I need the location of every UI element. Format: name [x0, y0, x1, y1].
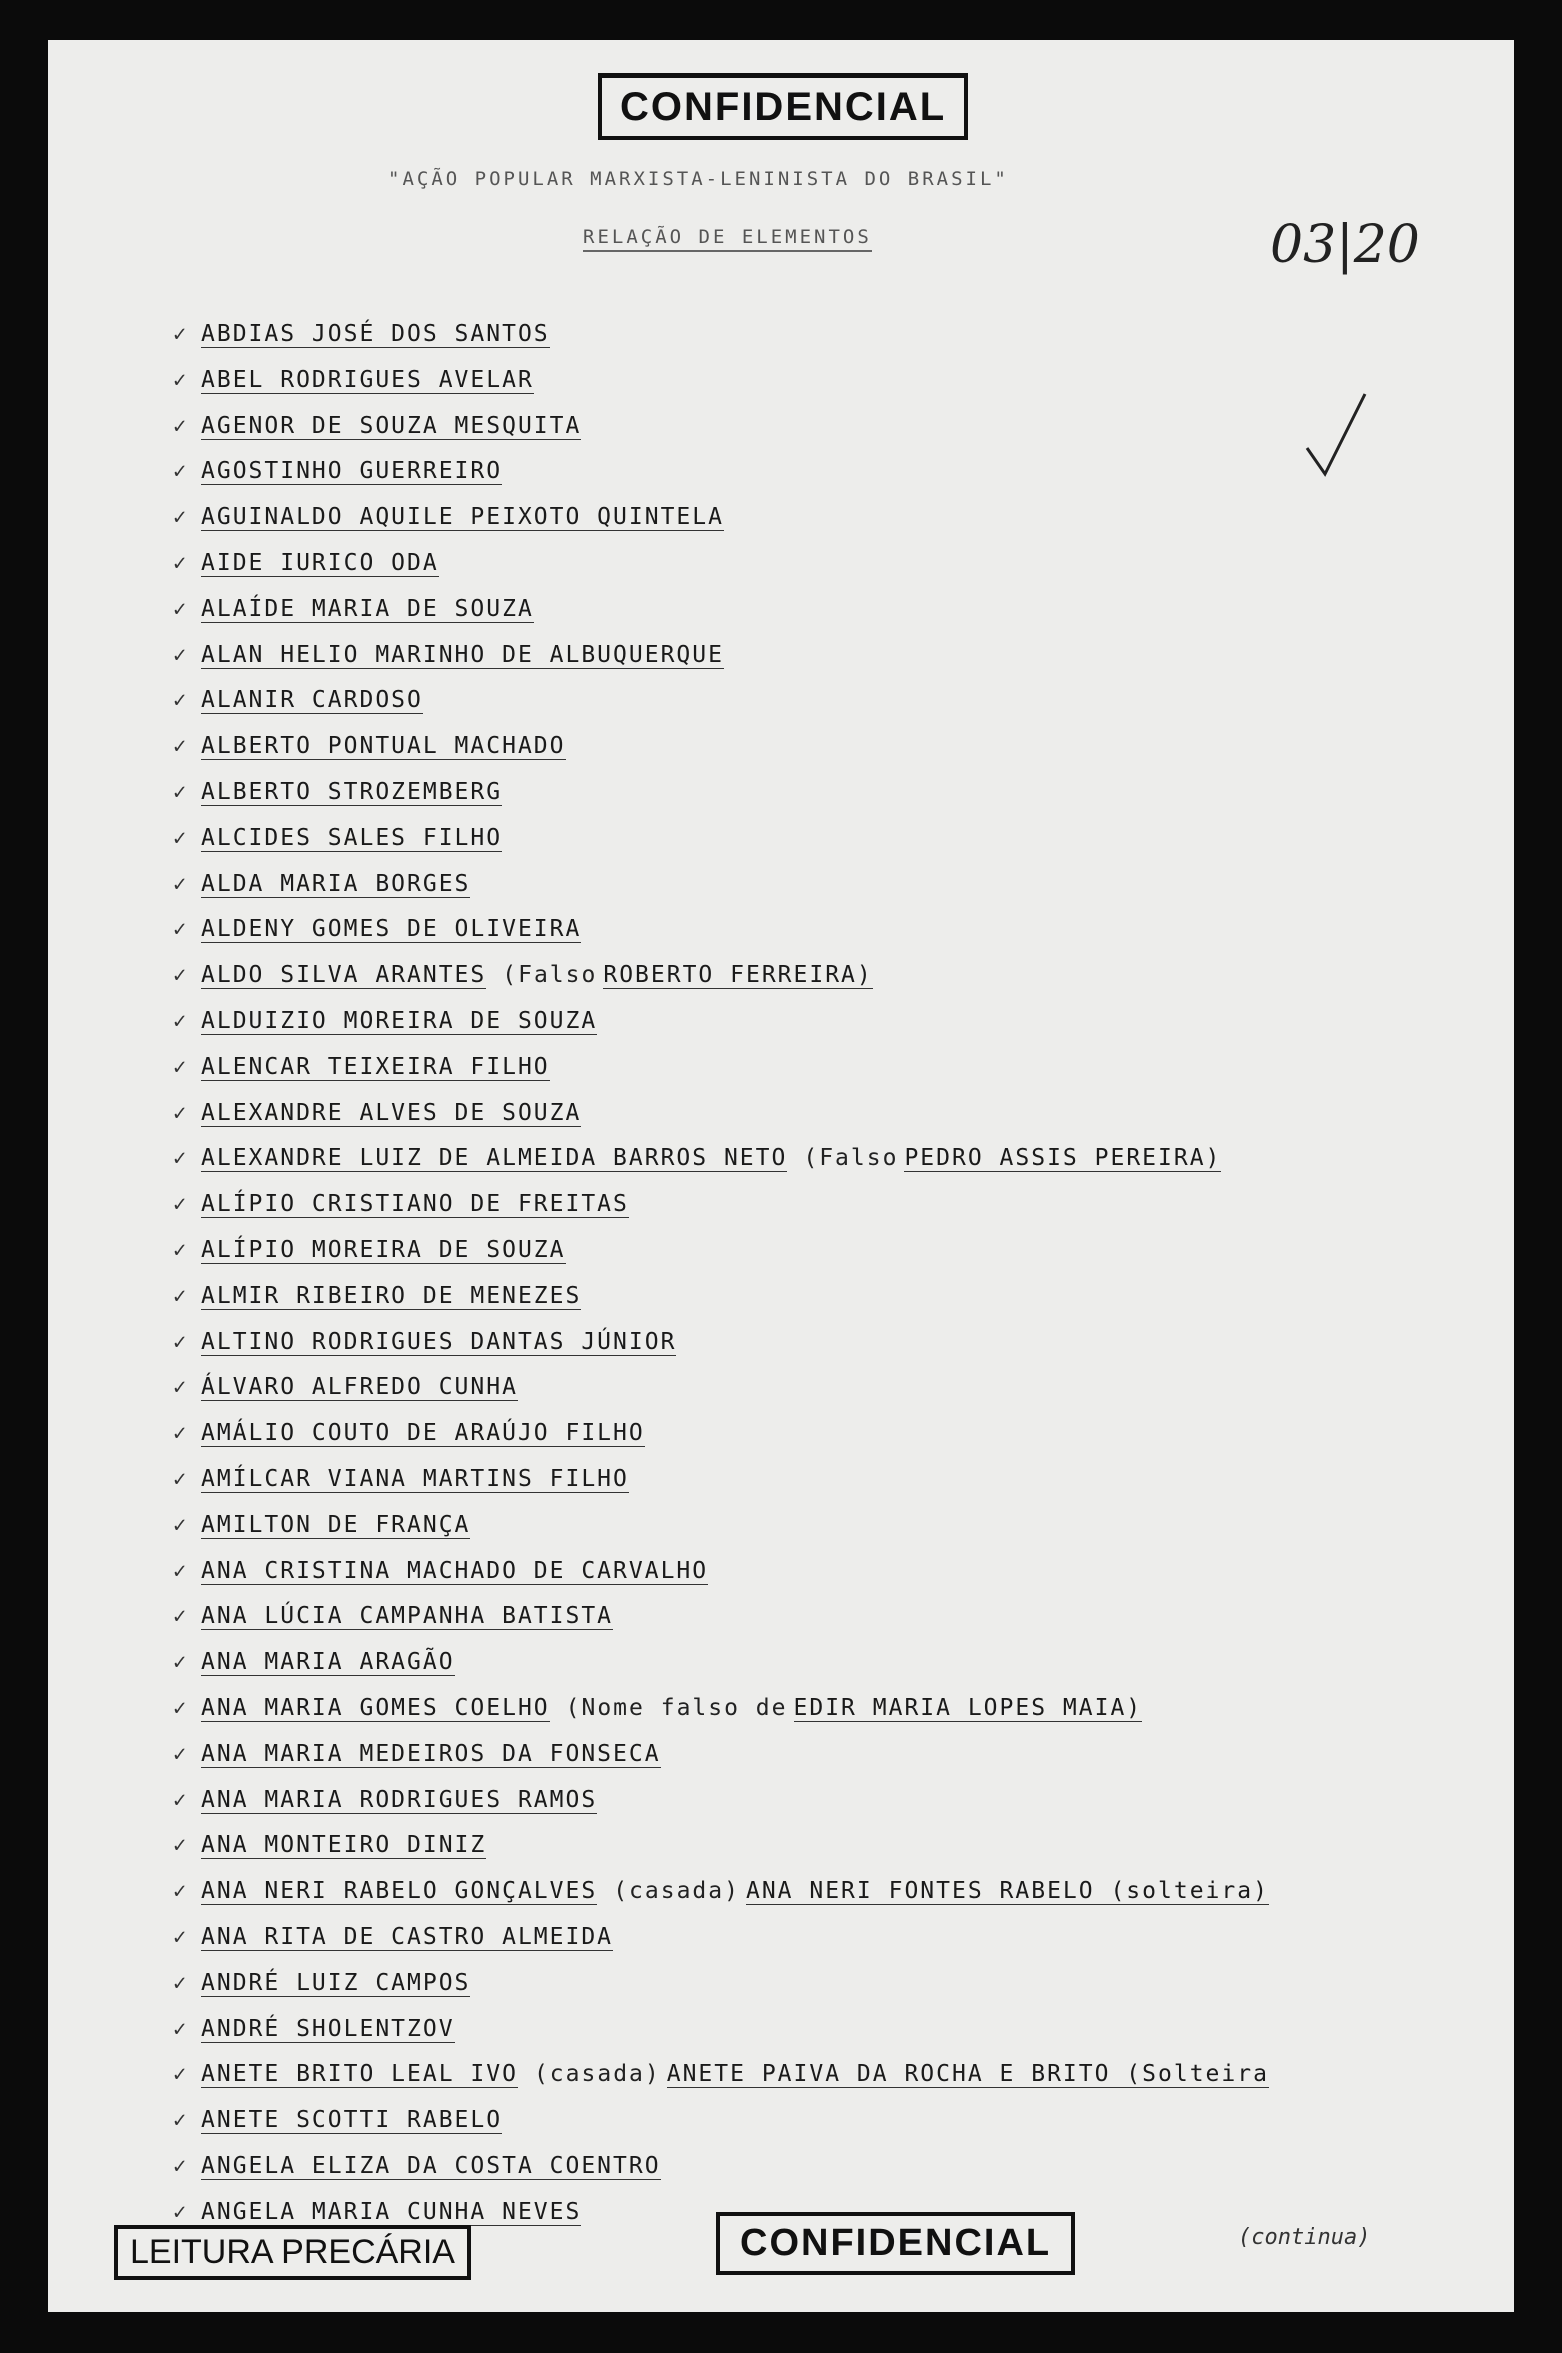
- list-item: [173, 410, 581, 442]
- list-item: [173, 1921, 613, 1953]
- list-item: [173, 1463, 629, 1495]
- document-title: "AÇÃO POPULAR MARXISTA-LENINISTA DO BRASIL": [388, 168, 1009, 190]
- reading-quality-stamp: LEITURA PRECÁRIA: [114, 2225, 471, 2280]
- person-name: ALÍPIO CRISTIANO DE FREITAS: [201, 1191, 629, 1218]
- tick-mark-icon: ✓: [173, 1009, 189, 1034]
- list-item: [173, 730, 566, 762]
- list-item: [173, 1555, 708, 1587]
- person-name: ÁLVARO ALFREDO CUNHA: [201, 1374, 518, 1401]
- tick-mark-icon: ✓: [173, 1558, 189, 1584]
- tick-mark-icon: ✓: [173, 1375, 189, 1401]
- person-name: ALDO SILVA ARANTES: [201, 962, 487, 989]
- list-item: [173, 2013, 455, 2045]
- tick-mark-icon: ✓: [173, 780, 189, 805]
- list-item: [173, 1600, 613, 1632]
- person-name: AMÁLIO COUTO DE ARAÚJO FILHO: [201, 1420, 645, 1447]
- list-item: [173, 2104, 502, 2136]
- list-item: [173, 1051, 550, 1083]
- alternate-name: EDIR MARIA LOPES MAIA): [793, 1695, 1143, 1721]
- tick-mark-icon: ✓: [173, 322, 189, 347]
- list-item: [173, 1234, 566, 1266]
- tick-mark-icon: ✓: [173, 1787, 189, 1813]
- person-name: ALDENY GOMES DE OLIVEIRA: [201, 916, 582, 943]
- list-item: [173, 1371, 518, 1403]
- tick-mark-icon: ✓: [173, 1283, 189, 1309]
- tick-mark-icon: ✓: [173, 1238, 189, 1263]
- document-page: [48, 40, 1514, 2312]
- person-name: ALAÍDE MARIA DE SOUZA: [201, 595, 534, 622]
- list-item: [173, 593, 534, 625]
- tick-mark-icon: ✓: [173, 1054, 189, 1080]
- person-note: (casada): [533, 2061, 661, 2088]
- tick-mark-icon: ✓: [173, 2062, 189, 2088]
- confidential-stamp-bottom: CONFIDENCIAL: [716, 2212, 1075, 2275]
- tick-mark-icon: ✓: [173, 1146, 189, 1172]
- tick-mark-icon: ✓: [173, 1100, 189, 1126]
- tick-mark-icon: ✓: [173, 1879, 189, 1905]
- handwritten-doc-number: 03|20: [1270, 215, 1420, 275]
- person-name: ANA CRISTINA MACHADO DE CARVALHO: [201, 1557, 709, 1584]
- person-name: AGENOR DE SOUZA MESQUITA: [201, 412, 582, 439]
- tick-mark-icon: ✓: [173, 2199, 189, 2225]
- tick-mark-icon: ✓: [173, 1696, 189, 1721]
- list-item: [173, 1509, 470, 1541]
- person-name: ANETE SCOTTI RABELO: [201, 2107, 503, 2134]
- person-name: ALDUIZIO MOREIRA DE SOUZA: [201, 1008, 598, 1034]
- person-note: (casada): [613, 1878, 740, 1905]
- alternate-name: ANETE PAIVA DA ROCHA E BRITO (Solteira: [666, 2061, 1269, 2088]
- tick-mark-icon: ✓: [173, 871, 189, 897]
- person-name: ALCIDES SALES FILHO: [201, 824, 503, 851]
- list-item: [173, 2196, 581, 2228]
- person-name: AMÍLCAR VIANA MARTINS FILHO: [201, 1466, 629, 1492]
- list-item: [173, 1738, 661, 1770]
- names-list: [48, 40, 1514, 2312]
- tick-mark-icon: ✓: [173, 734, 189, 760]
- person-name: ALTINO RODRIGUES DANTAS JÚNIOR: [201, 1328, 677, 1355]
- tick-mark-icon: ✓: [173, 825, 189, 851]
- list-item: [173, 1188, 629, 1220]
- person-name: ANA MARIA GOMES COELHO: [201, 1695, 550, 1721]
- tick-mark-icon: ✓: [173, 642, 189, 668]
- person-name: ANGELA MARIA CUNHA NEVES: [201, 2198, 582, 2225]
- person-name: ALBERTO STROZEMBERG: [201, 779, 503, 805]
- person-name: ALMIR RIBEIRO DE MENEZES: [201, 1282, 582, 1309]
- tick-mark-icon: ✓: [173, 688, 189, 714]
- person-name: ANGELA ELIZA DA COSTA COENTRO: [201, 2153, 661, 2179]
- tick-mark-icon: ✓: [173, 1512, 189, 1538]
- tick-mark-icon: ✓: [173, 1467, 189, 1492]
- list-item: [173, 501, 724, 533]
- alternate-name: PEDRO ASSIS PEREIRA): [904, 1145, 1222, 1172]
- person-note: (Falso: [502, 962, 598, 989]
- person-name: ANA LÚCIA CAMPANHA BATISTA: [201, 1603, 614, 1630]
- person-name: AMILTON DE FRANÇA: [201, 1511, 471, 1538]
- tick-mark-icon: ✓: [173, 2108, 189, 2134]
- list-item: [173, 913, 581, 945]
- person-name: ALDA MARIA BORGES: [201, 870, 471, 897]
- list-item: [173, 1280, 581, 1312]
- person-name: ALENCAR TEIXEIRA FILHO: [201, 1053, 550, 1080]
- list-item: [173, 684, 423, 716]
- tick-mark-icon: ✓: [173, 963, 189, 989]
- tick-mark-icon: ✓: [173, 2154, 189, 2179]
- tick-mark-icon: ✓: [173, 1604, 189, 1630]
- tick-mark-icon: ✓: [173, 1421, 189, 1447]
- list-item: [173, 639, 724, 671]
- list-item: [173, 1967, 470, 1999]
- person-name: ANA MARIA RODRIGUES RAMOS: [201, 1786, 598, 1813]
- list-item: [173, 1005, 597, 1037]
- confidential-stamp-top: CONFIDENCIAL: [598, 73, 968, 140]
- list-item: [173, 2150, 661, 2182]
- person-name: ALÍPIO MOREIRA DE SOUZA: [201, 1237, 566, 1263]
- person-name: ANETE BRITO LEAL IVO: [201, 2061, 518, 2088]
- list-item: [173, 318, 550, 350]
- tick-mark-icon: ✓: [173, 1833, 189, 1859]
- list-item: [173, 1142, 1221, 1174]
- tick-mark-icon: ✓: [173, 1650, 189, 1676]
- tick-mark-icon: ✓: [173, 1329, 189, 1355]
- alternate-name: ROBERTO FERREIRA): [603, 962, 873, 989]
- person-note: (Nome falso de: [565, 1695, 788, 1721]
- list-item: [173, 1646, 455, 1678]
- tick-mark-icon: ✓: [173, 1741, 189, 1767]
- tick-mark-icon: ✓: [173, 459, 189, 485]
- list-item: [173, 1417, 645, 1449]
- person-note: (Falso: [803, 1145, 899, 1172]
- tick-mark-icon: ✓: [173, 367, 189, 393]
- list-item: [173, 364, 534, 396]
- person-name: ALBERTO PONTUAL MACHADO: [201, 733, 566, 760]
- person-name: ALEXANDRE ALVES DE SOUZA: [201, 1099, 582, 1126]
- list-item: [173, 455, 502, 487]
- person-name: ANA MONTEIRO DINIZ: [201, 1832, 487, 1859]
- continues-note: (continua): [1238, 2225, 1371, 2250]
- list-item: [173, 1692, 1142, 1724]
- tick-mark-icon: ✓: [173, 505, 189, 531]
- list-item: [173, 868, 470, 900]
- list-item: [173, 776, 502, 808]
- tick-mark-icon: ✓: [173, 917, 189, 943]
- list-item: [173, 1326, 676, 1358]
- person-name: ALAN HELIO MARINHO DE ALBUQUERQUE: [201, 641, 724, 668]
- person-name: ANA MARIA MEDEIROS DA FONSECA: [201, 1740, 661, 1767]
- list-item: [173, 959, 873, 991]
- list-item: [173, 2058, 1269, 2090]
- list-item: [173, 547, 439, 579]
- list-item: [173, 1097, 581, 1129]
- tick-mark-icon: ✓: [173, 596, 189, 622]
- person-name: ALANIR CARDOSO: [201, 687, 423, 714]
- person-name: ANA NERI RABELO GONÇALVES: [201, 1878, 598, 1905]
- person-name: ABDIAS JOSÉ DOS SANTOS: [201, 321, 550, 347]
- list-item: [173, 1875, 1269, 1907]
- list-item: [173, 1829, 486, 1861]
- person-name: ANDRÉ SHOLENTZOV: [201, 2015, 455, 2042]
- person-name: AGUINALDO AQUILE PEIXOTO QUINTELA: [201, 504, 724, 531]
- person-name: ABEL RODRIGUES AVELAR: [201, 366, 534, 393]
- list-item: [173, 1784, 597, 1816]
- document-subtitle: RELAÇÃO DE ELEMENTOS: [583, 226, 872, 252]
- person-name: ANA RITA DE CASTRO ALMEIDA: [201, 1924, 614, 1950]
- tick-mark-icon: ✓: [173, 1925, 189, 1950]
- tick-mark-icon: ✓: [173, 2016, 189, 2042]
- list-item: [173, 822, 502, 854]
- alternate-name: ANA NERI FONTES RABELO (solteira): [745, 1878, 1269, 1905]
- person-name: AGOSTINHO GUERREIRO: [201, 458, 503, 485]
- person-name: ANA MARIA ARAGÃO: [201, 1649, 455, 1676]
- tick-mark-icon: ✓: [173, 1192, 189, 1218]
- person-name: ANDRÉ LUIZ CAMPOS: [201, 1969, 471, 1996]
- person-name: AIDE IURICO ODA: [201, 550, 439, 576]
- tick-mark-icon: ✓: [173, 1970, 189, 1996]
- tick-mark-icon: ✓: [173, 551, 189, 576]
- person-name: ALEXANDRE LUIZ DE ALMEIDA BARROS NETO: [201, 1145, 788, 1172]
- tick-mark-icon: ✓: [173, 413, 189, 439]
